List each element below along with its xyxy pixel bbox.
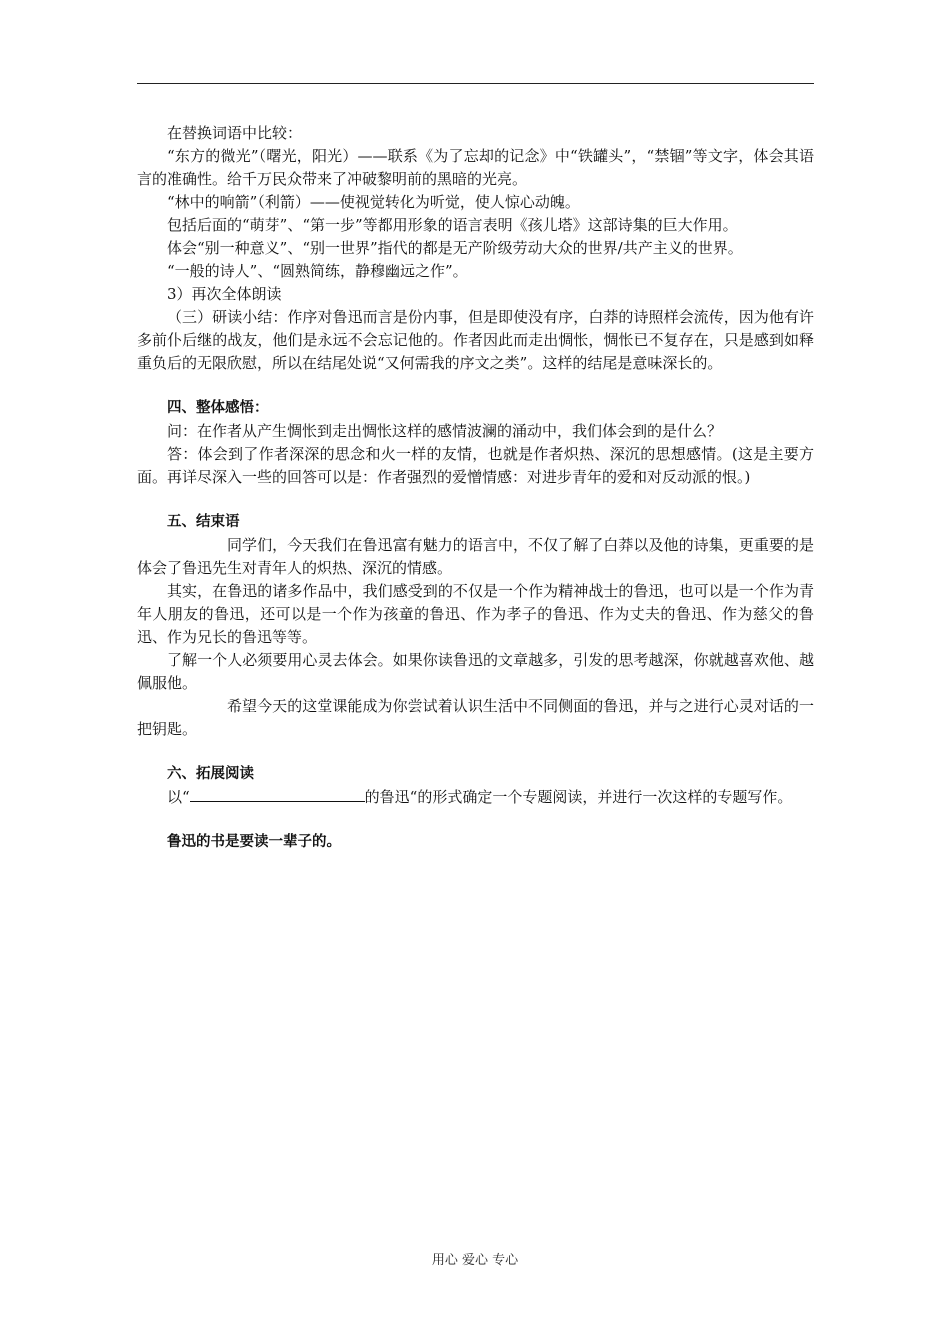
closing-line: 鲁迅的书是要读一辈子的。 bbox=[167, 834, 341, 850]
paragraph: 体会“别一种意义”、“别一世界”指代的都是无产阶级劳动大众的世界/共产主义的世界。 bbox=[167, 239, 743, 257]
paragraph: 其实，在鲁迅的诸多作品中，我们感受到的不仅是一个作为精神战士的鲁迅，也可以是一个作为青年人朋友的鲁迅，还可以是一个作为孩童的鲁迅、作为孝子的鲁迅、作为丈夫的鲁迅、作为慈父的鲁迅、作为兄长的鲁迅等等。 bbox=[137, 582, 814, 646]
spacer bbox=[137, 741, 814, 763]
paragraph: 了解一个人必须要用心灵去体会。如果你读鲁迅的文章越多，引发的思考越深，你就越喜欢他、越佩服他。 bbox=[137, 651, 814, 692]
spacer bbox=[137, 375, 814, 397]
paragraph: 答：体会到了作者深深的思念和火一样的友情，也就是作者炽热、深沉的思想感情。(这是主要方面。再详尽深入一些的回答可以是：作者强烈的爱憎情感：对进步青年的爱和对反动派的恨。) bbox=[137, 445, 814, 486]
paragraph: 希望今天的这堂课能成为你尝试着认识生活中不同侧面的鲁迅，并与之进行心灵对话的一把钥匙。 bbox=[137, 697, 814, 738]
paragraph: 3）再次全体朗读 bbox=[167, 285, 282, 303]
prompt-prefix: 以“ bbox=[167, 788, 190, 806]
paragraph: 同学们，今天我们在鲁迅富有魅力的语言中，不仅了解了白莽以及他的诗集，更重要的是体会了鲁迅先生对青年人的炽热、深沉的情感。 bbox=[137, 536, 814, 577]
section-heading: 五、结束语 bbox=[167, 514, 240, 530]
paragraph: “林中的响箭”（利箭）——使视觉转化为听觉，使人惊心动魄。 bbox=[167, 193, 580, 211]
page-footer: 用心 爱心 专心 bbox=[431, 1253, 519, 1268]
paragraph bbox=[137, 786, 814, 809]
spacer bbox=[137, 489, 814, 511]
section-heading: 四、整体感悟： bbox=[167, 400, 269, 416]
paragraph: 问：在作者从产生惆怅到走出惆怅这样的感情波澜的涌动中，我们体会到的是什么？ bbox=[167, 422, 723, 440]
spacer bbox=[137, 809, 814, 831]
header-rule bbox=[137, 83, 814, 84]
fill-in-blank bbox=[190, 787, 365, 802]
document-body bbox=[137, 122, 814, 854]
paragraph: “一般的诗人”、“圆熟简练，静穆幽远之作”。 bbox=[167, 262, 468, 280]
paragraph: “东方的微光”（曙光，阳光）——联系《为了忘却的记念》中“铁罐头”，“禁锢”等文字，体会其语言的准确性。给千万民众带来了冲破黎明前的黑暗的光亮。 bbox=[137, 147, 814, 188]
paragraph: 包括后面的“萌芽”、“第一步”等都用形象的语言表明《孩儿塔》这部诗集的巨大作用。 bbox=[167, 216, 738, 234]
section-heading: 六、拓展阅读 bbox=[167, 766, 254, 782]
paragraph: （三）研读小结：作序对鲁迅而言是份内事，但是即使没有序，白莽的诗照样会流传，因为他有许多前仆后继的战友，他们是永远不会忘记他的。作者因此而走出惆怅，惆怅已不复存在，只是感到如释重负后的无限欣慰，所以在结尾处说“又何需我的序文之类”。这样的结尾是意味深长的。 bbox=[137, 308, 814, 372]
prompt-suffix: 的鲁迅“的形式确定一个专题阅读，并进行一次这样的专题写作。 bbox=[364, 788, 793, 806]
paragraph: 在替换词语中比较： bbox=[167, 124, 303, 142]
